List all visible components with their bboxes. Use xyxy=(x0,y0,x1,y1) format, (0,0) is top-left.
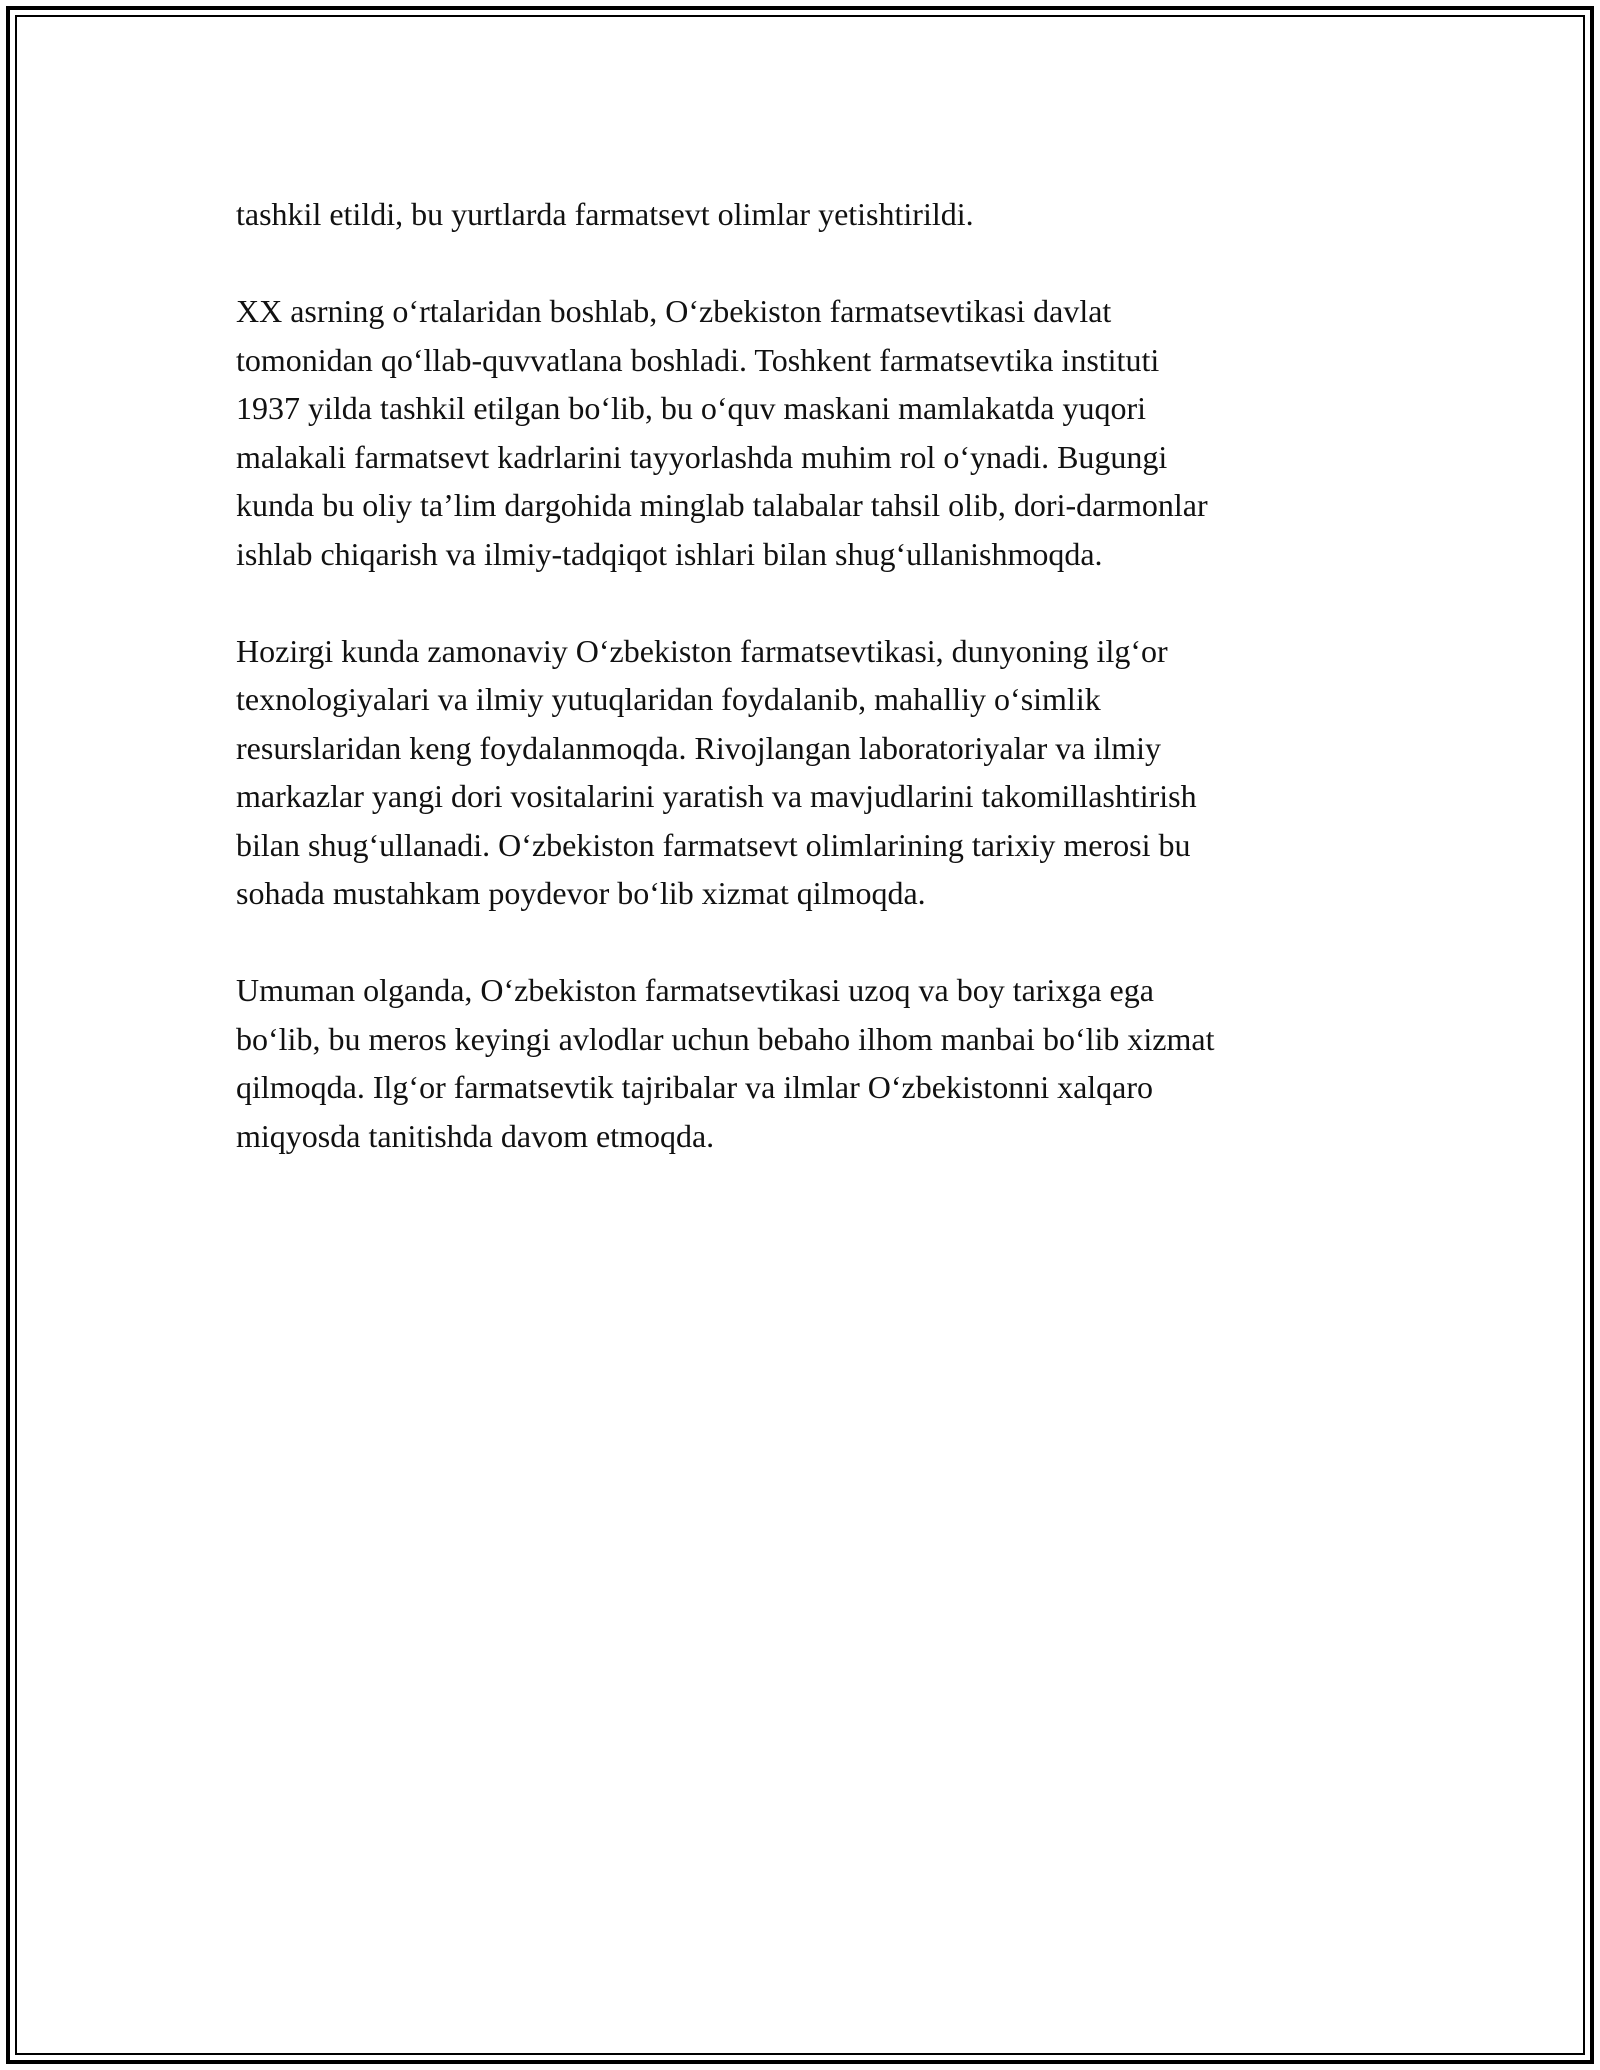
text-line: sohada mustahkam poydevor bo‘lib xizmat qilmoqda. xyxy=(236,875,926,911)
text-line: 1937 yilda tashkil etilgan bo‘lib, bu o‘quv maskani mamlakatda yuqori xyxy=(236,390,1147,426)
text-line: texnologiyalari va ilmiy yutuqlaridan foydalanib, mahalliy o‘simlik xyxy=(236,681,1101,717)
text-line: Umuman olganda, O‘zbekiston farmatsevtikasi uzoq va boy tarixga ega xyxy=(236,972,1154,1008)
document-body xyxy=(236,190,1396,1209)
text-line: malakali farmatsevt kadrlarini tayyorlashda muhim rol o‘ynadi. Bugungi xyxy=(236,438,1168,475)
text-line: markazlar yangi dori vositalarini yaratish va mavjudlarini takomillashtirish xyxy=(236,778,1197,814)
text-line: tashkil etildi, bu yurtlarda farmatsevt olimlar yetishtirildi. xyxy=(236,196,974,232)
text-line: Hozirgi kunda zamonaviy O‘zbekiston farmatsevtikasi, dunyoning ilg‘or xyxy=(236,632,1168,669)
text-line: bo‘lib, bu meros keyingi avlodlar uchun bebaho ilhom manbai bo‘lib xizmat xyxy=(236,1020,1215,1057)
text-line: XX asrning o‘rtalaridan boshlab, O‘zbekiston farmatsevtikasi davlat xyxy=(236,293,1112,329)
paragraph-3 xyxy=(236,627,1396,918)
paragraph-2 xyxy=(236,287,1396,578)
paragraph-4 xyxy=(236,966,1396,1160)
text-line: miqyosda tanitishda davom etmoqda. xyxy=(236,1117,715,1154)
text-line: qilmoqda. Ilg‘or farmatsevtik tajribalar va ilmlar O‘zbekistonni xalqaro xyxy=(236,1069,1154,1105)
text-line: tomonidan qo‘llab-quvvatlana boshladi. Toshkent farmatsevtika instituti xyxy=(236,341,1160,378)
text-line: bilan shug‘ullanadi. O‘zbekiston farmatsevt olimlarining tarixiy merosi bu xyxy=(236,826,1191,863)
text-line: kunda bu oliy ta’lim dargohida minglab talabalar tahsil olib, dori-darmonlar xyxy=(236,487,1208,523)
paragraph-1 xyxy=(236,190,1396,239)
text-line: resurslaridan keng foydalanmoqda. Rivojlangan laboratoriyalar va ilmiy xyxy=(236,729,1162,766)
text-line: ishlab chiqarish va ilmiy-tadqiqot ishlari bilan shug‘ullanishmoqda. xyxy=(236,535,1103,572)
